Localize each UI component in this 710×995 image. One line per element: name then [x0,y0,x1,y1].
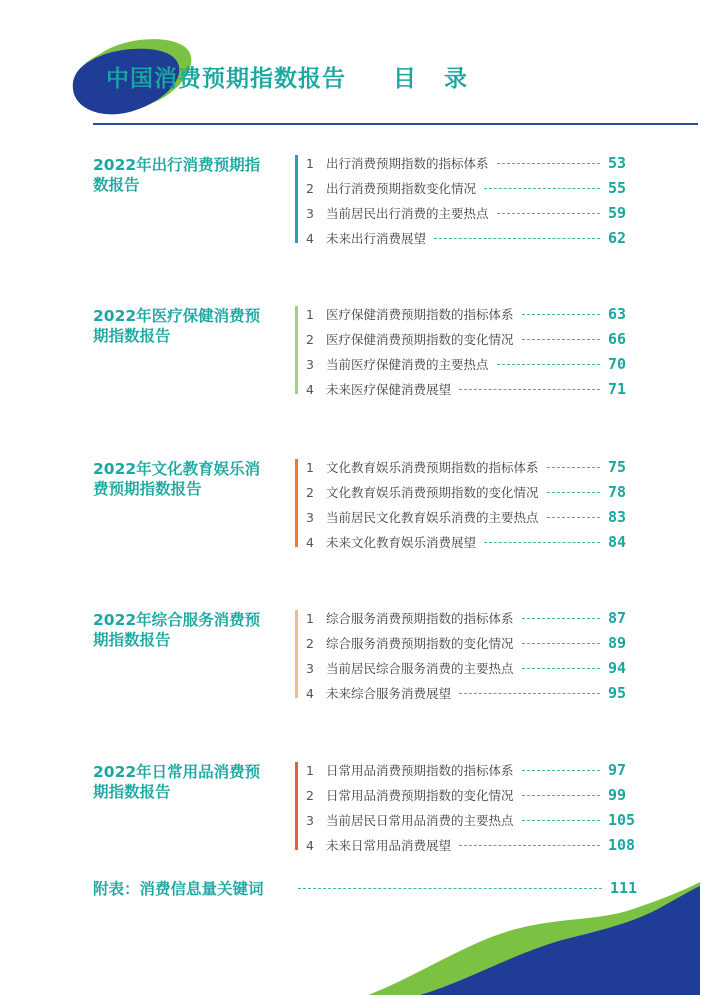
footer-wave-graphic [0,880,710,995]
entry-number: 4 [306,837,314,853]
entry-label: 日常用品消费预期指数的指标体系 [326,763,514,778]
toc-entry[interactable] [306,606,636,630]
dot-leader [484,542,600,543]
entry-label: 出行消费预期指数的指标体系 [326,156,489,171]
entry-number: 2 [306,331,314,347]
dot-leader [459,389,600,390]
entry-number: 1 [306,762,314,778]
dot-leader [522,770,600,771]
section-accent-bar [295,155,298,243]
entry-page-number: 89 [608,634,627,652]
entry-label: 未来医疗保健消费展望 [326,382,452,397]
section-title[interactable]: 2022年医疗保健消费预期指数报告 [93,307,261,345]
section-accent-bar [295,610,298,698]
entry-label: 未来文化教育娱乐消费展望 [326,535,477,550]
entry-page-number: 70 [608,355,627,373]
entry-label: 当前医疗保健消费的主要热点 [326,357,489,372]
entry-page-number: 66 [608,330,627,348]
entry-number: 3 [306,205,314,221]
entry-page-number: 71 [608,380,627,398]
entry-page-number: 62 [608,229,627,247]
entry-label: 当前居民文化教育娱乐消费的主要热点 [326,510,539,525]
dot-leader [497,163,600,164]
toc-entry[interactable] [306,530,636,554]
entry-number: 3 [306,812,314,828]
dot-leader [522,668,600,669]
toc-entry[interactable] [306,377,636,401]
toc-entry[interactable] [306,352,636,376]
section-accent-bar [295,459,298,547]
toc-entry[interactable] [306,455,636,479]
dot-leader [434,238,600,239]
dot-leader [547,517,600,518]
toc-entry[interactable] [306,758,636,782]
toc-entry[interactable] [306,327,636,351]
entry-page-number: 59 [608,204,627,222]
dot-leader [522,339,600,340]
dot-leader [497,213,600,214]
entry-number: 2 [306,484,314,500]
section-accent-bar [295,762,298,850]
entry-page-number: 97 [608,761,627,779]
toc-entry[interactable] [306,480,636,504]
entry-label: 日常用品消费预期指数的变化情况 [326,788,514,803]
toc-entry[interactable] [306,176,636,200]
toc-entry[interactable] [306,656,636,680]
dot-leader [459,845,600,846]
entry-label: 当前居民综合服务消费的主要热点 [326,661,514,676]
entry-label: 出行消费预期指数变化情况 [326,181,477,196]
entry-number: 3 [306,356,314,372]
entry-number: 2 [306,635,314,651]
toc-entry[interactable] [306,505,636,529]
entry-page-number: 95 [608,684,627,702]
dot-leader [459,693,600,694]
dot-leader [522,795,600,796]
entry-label: 未来出行消费展望 [326,231,427,246]
entry-label: 文化教育娱乐消费预期指数的指标体系 [326,460,539,475]
entry-number: 1 [306,306,314,322]
entry-page-number: 84 [608,533,627,551]
entry-page-number: 108 [608,836,636,854]
section-title[interactable]: 2022年文化教育娱乐消费预期指数报告 [93,460,261,498]
toc-entry[interactable] [306,681,636,705]
toc-section [0,610,710,720]
dot-leader [547,467,600,468]
entry-page-number: 63 [608,305,627,323]
appendix-title: 附表：消费信息量关键词 [93,880,264,898]
entry-number: 4 [306,685,314,701]
entry-label: 医疗保健消费预期指数的变化情况 [326,332,514,347]
dot-leader [522,618,600,619]
toc-section [0,155,710,265]
entry-page-number: 83 [608,508,627,526]
entry-page-number: 94 [608,659,627,677]
entry-number: 3 [306,660,314,676]
entry-label: 当前居民日常用品消费的主要热点 [326,813,514,828]
entry-number: 1 [306,155,314,171]
entry-page-number: 99 [608,786,627,804]
entry-label: 综合服务消费预期指数的指标体系 [326,611,514,626]
section-title[interactable]: 2022年出行消费预期指数报告 [93,156,261,194]
entry-number: 3 [306,509,314,525]
entry-label: 医疗保健消费预期指数的指标体系 [326,307,514,322]
dot-leader [497,364,600,365]
dot-leader [522,820,600,821]
entry-label: 综合服务消费预期指数的变化情况 [326,636,514,651]
entry-number: 2 [306,787,314,803]
toc-section [0,306,710,416]
toc-entry[interactable] [306,631,636,655]
entry-page-number: 87 [608,609,627,627]
toc-entry[interactable] [306,201,636,225]
dot-leader [522,314,600,315]
entry-label: 未来综合服务消费展望 [326,686,452,701]
toc-entry[interactable] [306,151,636,175]
entry-page-number: 105 [608,811,636,829]
entry-number: 4 [306,381,314,397]
section-title[interactable]: 2022年综合服务消费预期指数报告 [93,611,261,649]
toc-entry[interactable] [306,226,636,250]
toc-section [0,762,710,872]
toc-entry[interactable] [306,833,636,857]
dot-leader [522,643,600,644]
header-divider [93,123,698,125]
entry-label: 文化教育娱乐消费预期指数的变化情况 [326,485,539,500]
entry-label: 未来日常用品消费展望 [326,838,452,853]
entry-page-number: 53 [608,154,627,172]
entry-number: 2 [306,180,314,196]
toc-entry[interactable] [306,302,636,326]
entry-page-number: 75 [608,458,627,476]
entry-page-number: 55 [608,179,627,197]
section-accent-bar [295,306,298,394]
entry-page-number: 78 [608,483,627,501]
entry-number: 1 [306,610,314,626]
entry-number: 4 [306,534,314,550]
dot-leader [484,188,600,189]
toc-section [0,459,710,569]
entry-label: 当前居民出行消费的主要热点 [326,206,489,221]
entry-number: 1 [306,459,314,475]
section-title[interactable]: 2022年日常用品消费预期指数报告 [93,763,261,801]
dot-leader [547,492,600,493]
appendix-page-number: 111 [610,879,638,897]
toc-entry[interactable] [306,808,636,832]
entry-number: 4 [306,230,314,246]
report-title: 中国消费预期指数报告 [106,66,346,92]
toc-heading: 目 录 [393,66,478,92]
toc-entry[interactable] [306,783,636,807]
